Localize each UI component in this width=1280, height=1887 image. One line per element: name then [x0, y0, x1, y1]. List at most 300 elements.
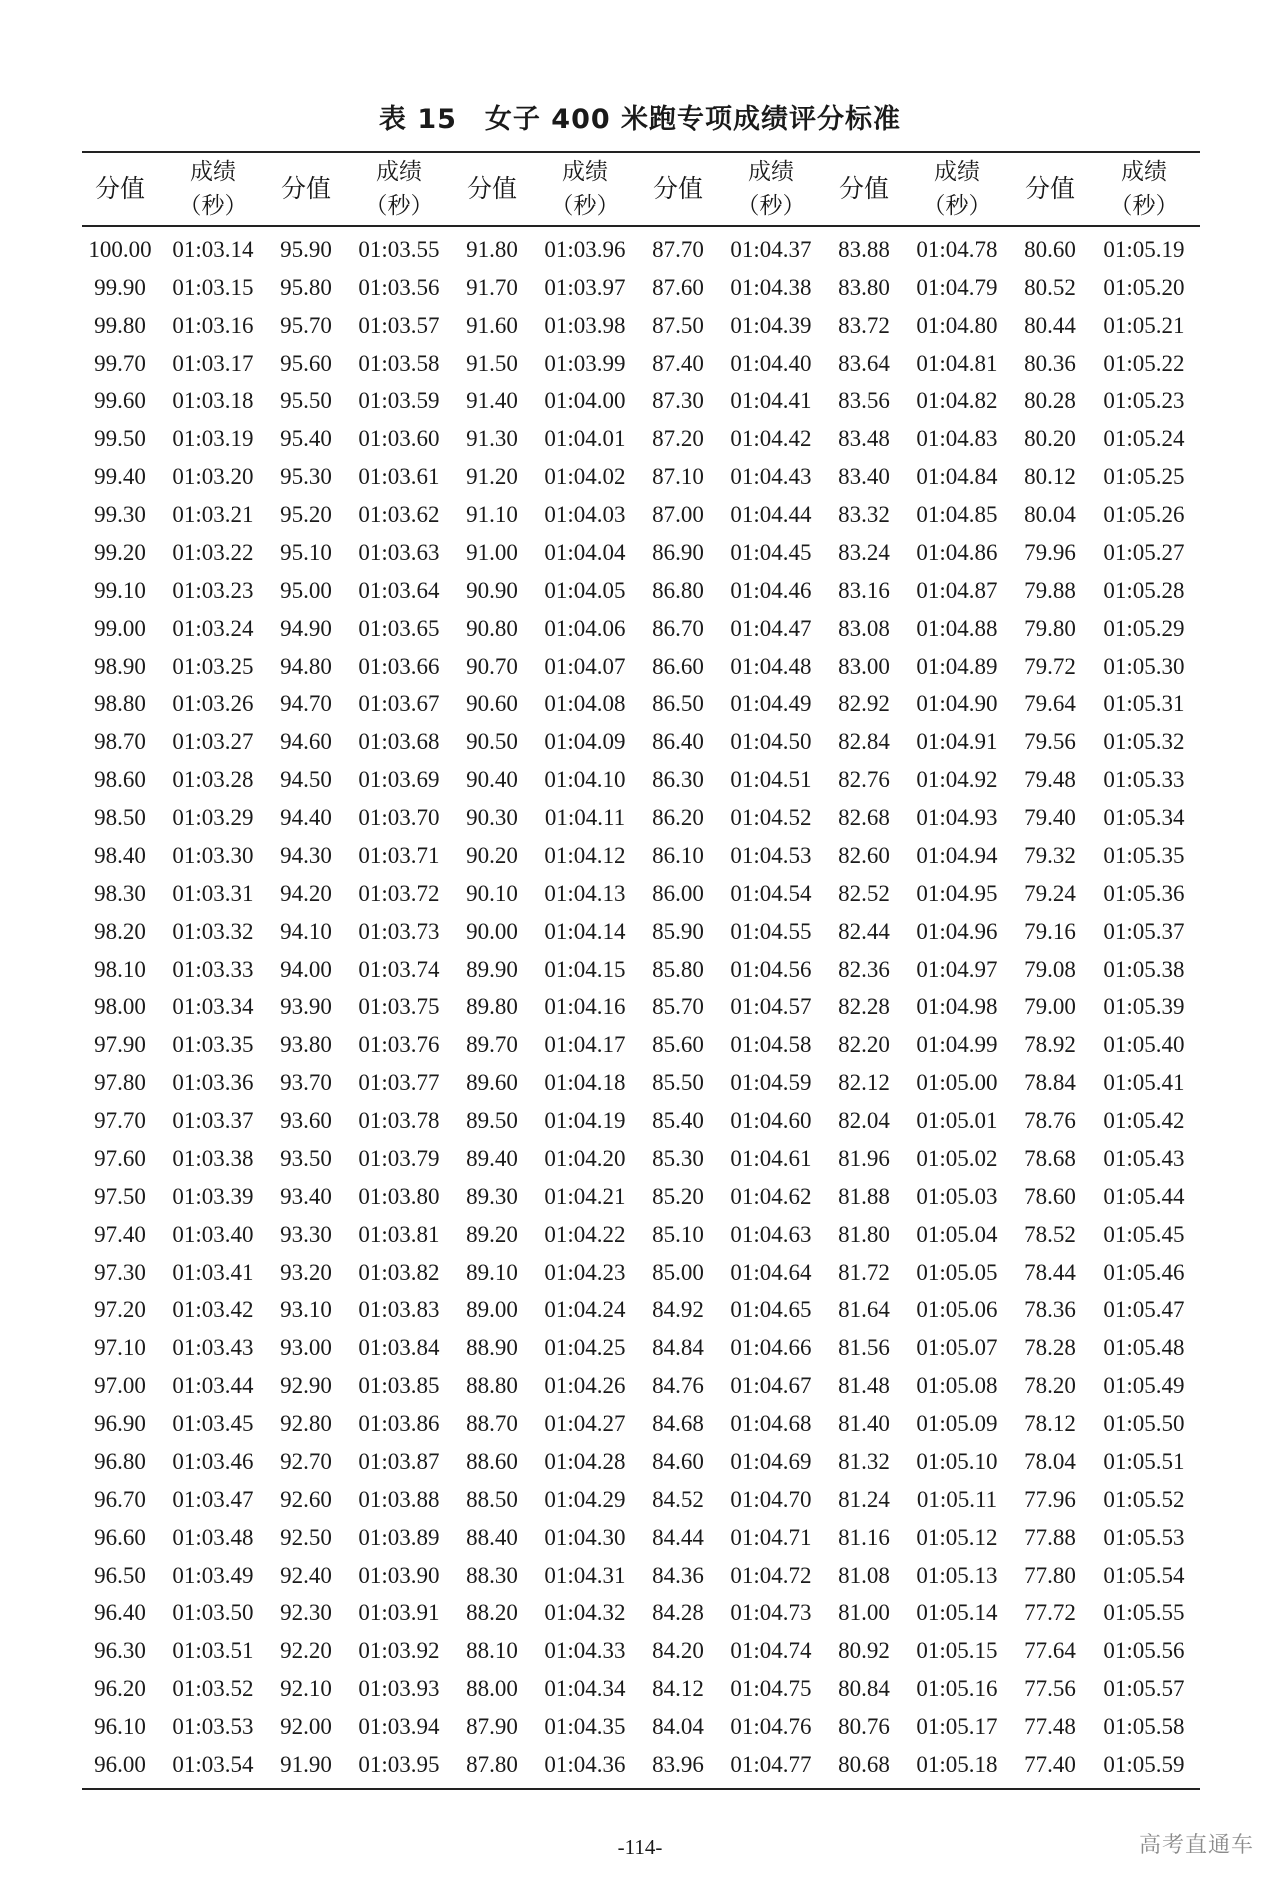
- time-cell: 01:04.27: [544, 1411, 626, 1437]
- score-cell: 91.90: [268, 1746, 344, 1789]
- score-cell: 88.60: [466, 1448, 518, 1474]
- score-cell: 93.80: [280, 1032, 332, 1058]
- time-cell: 01:04.40: [730, 350, 812, 376]
- table-row: [82, 226, 1200, 269]
- score-cell: 91.30: [466, 426, 518, 452]
- score-cell: 89.70: [466, 1032, 518, 1058]
- score-cell: 79.48: [1024, 767, 1076, 793]
- header-time-3: [530, 152, 640, 226]
- score-cell: 84.84: [652, 1335, 704, 1361]
- table-row: [82, 723, 1200, 761]
- time-cell: 01:05.55: [1103, 1600, 1185, 1626]
- table-row: [82, 345, 1200, 383]
- time-cell: 01:04.04: [544, 539, 626, 565]
- time-cell: 01:05.05: [916, 1259, 998, 1285]
- time-cell: 01:05.11: [916, 1486, 998, 1512]
- score-cell: 79.08: [1024, 956, 1076, 982]
- score-cell: 78.12: [1024, 1411, 1076, 1437]
- score-cell: 85.60: [652, 1032, 704, 1058]
- score-cell: 98.80: [94, 691, 146, 717]
- time-cell: 01:04.72: [730, 1562, 812, 1588]
- score-cell: 85.90: [652, 918, 704, 944]
- time-cell: 01:03.33: [172, 956, 254, 982]
- score-cell: 79.40: [1024, 805, 1076, 831]
- score-cell: 93.40: [280, 1183, 332, 1209]
- score-cell: 91.40: [466, 388, 518, 414]
- score-cell: 89.00: [466, 1297, 518, 1323]
- time-cell: 01:03.32: [172, 918, 254, 944]
- time-cell: 01:04.22: [544, 1221, 626, 1247]
- score-cell: 92.00: [280, 1714, 332, 1740]
- time-cell: 01:04.51: [730, 767, 812, 793]
- score-cell: 84.52: [652, 1486, 704, 1512]
- time-cell: 01:03.38: [172, 1145, 254, 1171]
- time-cell: 01:03.89: [358, 1524, 440, 1550]
- time-cell: 01:04.97: [916, 956, 998, 982]
- time-cell: 01:03.14: [172, 236, 254, 262]
- time-cell: 01:03.28: [172, 767, 254, 793]
- time-cell: 01:04.96: [916, 918, 998, 944]
- score-cell: 89.20: [466, 1221, 518, 1247]
- score-cell: 78.04: [1024, 1448, 1076, 1474]
- score-cell: 78.76: [1024, 1108, 1076, 1134]
- time-cell: 01:05.25: [1103, 464, 1185, 490]
- score-cell: 95.70: [280, 312, 332, 338]
- score-cell: 83.24: [838, 539, 890, 565]
- score-cell: 89.90: [466, 956, 518, 982]
- time-cell: 01:03.92: [358, 1638, 440, 1664]
- score-cell: 80.36: [1024, 350, 1076, 376]
- score-cell: 92.60: [280, 1486, 332, 1512]
- time-cell: 01:03.62: [358, 502, 440, 528]
- table-row: [82, 1216, 1200, 1254]
- score-cell: 95.40: [280, 426, 332, 452]
- time-cell: 01:03.22: [172, 539, 254, 565]
- score-cell: 82.36: [838, 956, 890, 982]
- time-cell: 01:04.18: [544, 1070, 626, 1096]
- time-cell: 01:05.14: [916, 1600, 998, 1626]
- table-row: [82, 269, 1200, 307]
- time-cell: 01:04.13: [544, 880, 626, 906]
- time-cell: 01:05.03: [916, 1183, 998, 1209]
- time-cell: 01:05.09: [916, 1411, 998, 1437]
- time-cell: 01:04.88: [916, 615, 998, 641]
- score-cell: 77.72: [1024, 1600, 1076, 1626]
- score-cell: 89.10: [466, 1259, 518, 1285]
- score-cell: 83.48: [838, 426, 890, 452]
- score-cell: 86.50: [652, 691, 704, 717]
- time-cell: 01:03.31: [172, 880, 254, 906]
- score-cell: 90.90: [466, 577, 518, 603]
- time-cell: 01:03.36: [172, 1070, 254, 1096]
- header-row: [82, 152, 1200, 226]
- time-cell: 01:04.06: [544, 615, 626, 641]
- score-cell: 92.10: [280, 1676, 332, 1702]
- table-row: [82, 1292, 1200, 1330]
- time-cell: 01:04.64: [730, 1259, 812, 1285]
- table-row: [82, 307, 1200, 345]
- time-cell: 01:04.24: [544, 1297, 626, 1323]
- score-cell: 92.40: [280, 1562, 332, 1588]
- time-cell: 01:03.48: [172, 1524, 254, 1550]
- score-cell: 78.92: [1024, 1032, 1076, 1058]
- score-cell: 79.16: [1024, 918, 1076, 944]
- score-cell: 83.00: [838, 653, 890, 679]
- score-cell: 80.76: [838, 1714, 890, 1740]
- score-cell: 83.96: [640, 1746, 716, 1789]
- score-cell: 98.20: [94, 918, 146, 944]
- table-row: [82, 989, 1200, 1027]
- time-cell: 01:03.23: [172, 577, 254, 603]
- score-cell: 85.40: [652, 1108, 704, 1134]
- score-cell: 79.32: [1024, 842, 1076, 868]
- time-cell: 01:04.45: [730, 539, 812, 565]
- table-row: [82, 383, 1200, 421]
- score-cell: 96.10: [94, 1714, 146, 1740]
- score-cell: 97.20: [94, 1297, 146, 1323]
- score-cell: 82.60: [838, 842, 890, 868]
- time-cell: 01:05.19: [1103, 236, 1185, 262]
- time-cell: 01:04.17: [544, 1032, 626, 1058]
- score-cell: 84.36: [652, 1562, 704, 1588]
- time-cell: 01:05.29: [1103, 615, 1185, 641]
- table-row: [82, 913, 1200, 951]
- time-cell: 01:04.44: [730, 502, 812, 528]
- table-row: [82, 648, 1200, 686]
- score-cell: 87.20: [652, 426, 704, 452]
- time-cell: 01:03.68: [358, 729, 440, 755]
- time-cell: 01:04.74: [730, 1638, 812, 1664]
- score-cell: 87.30: [652, 388, 704, 414]
- header-time-unit: （秒）: [550, 193, 620, 219]
- score-cell: 88.30: [466, 1562, 518, 1588]
- score-cell: 98.70: [94, 729, 146, 755]
- time-cell: 01:04.53: [730, 842, 812, 868]
- score-cell: 79.56: [1024, 729, 1076, 755]
- score-cell: 85.00: [652, 1259, 704, 1285]
- score-cell: 97.00: [94, 1373, 146, 1399]
- time-cell: 01:04.07: [544, 653, 626, 679]
- time-cell: 01:03.20: [172, 464, 254, 490]
- time-cell: 01:04.23: [544, 1259, 626, 1285]
- time-cell: 01:03.71: [358, 842, 440, 868]
- time-cell: 01:04.69: [730, 1448, 812, 1474]
- time-cell: 01:04.95: [916, 880, 998, 906]
- time-cell: 01:04.30: [544, 1524, 626, 1550]
- time-cell: 01:03.70: [358, 805, 440, 831]
- score-cell: 88.40: [466, 1524, 518, 1550]
- score-cell: 94.20: [280, 880, 332, 906]
- score-cell: 87.60: [652, 274, 704, 300]
- time-cell: 01:04.80: [916, 312, 998, 338]
- table-row: [82, 1178, 1200, 1216]
- time-cell: 01:03.94: [358, 1714, 440, 1740]
- time-cell: 01:05.45: [1103, 1221, 1185, 1247]
- table-row: [82, 951, 1200, 989]
- time-cell: 01:05.36: [1103, 880, 1185, 906]
- score-cell: 96.30: [94, 1638, 146, 1664]
- time-cell: 01:03.93: [358, 1676, 440, 1702]
- time-cell: 01:03.61: [358, 464, 440, 490]
- score-cell: 95.80: [280, 274, 332, 300]
- header-score-4: 分值: [640, 152, 716, 226]
- time-cell: 01:04.71: [730, 1524, 812, 1550]
- time-cell: 01:03.66: [358, 653, 440, 679]
- score-cell: 88.80: [466, 1373, 518, 1399]
- score-cell: 79.00: [1024, 994, 1076, 1020]
- time-cell: 01:03.60: [358, 426, 440, 452]
- score-cell: 88.90: [466, 1335, 518, 1361]
- score-cell: 91.70: [466, 274, 518, 300]
- time-cell: 01:04.73: [730, 1600, 812, 1626]
- score-cell: 89.30: [466, 1183, 518, 1209]
- time-cell: 01:05.20: [1103, 274, 1185, 300]
- score-table-container: [82, 151, 1196, 1790]
- time-cell: 01:05.52: [1103, 1486, 1185, 1512]
- time-cell: 01:04.33: [544, 1638, 626, 1664]
- score-cell: 94.00: [280, 956, 332, 982]
- time-cell: 01:04.37: [730, 236, 812, 262]
- score-cell: 85.30: [652, 1145, 704, 1171]
- time-cell: 01:03.25: [172, 653, 254, 679]
- score-cell: 80.04: [1024, 502, 1076, 528]
- table-row: [82, 1329, 1200, 1367]
- score-cell: 90.40: [466, 767, 518, 793]
- score-cell: 83.40: [838, 464, 890, 490]
- score-cell: 80.92: [838, 1638, 890, 1664]
- score-cell: 84.92: [652, 1297, 704, 1323]
- table-row: [82, 1519, 1200, 1557]
- time-cell: 01:03.67: [358, 691, 440, 717]
- header-score-2: 分值: [268, 152, 344, 226]
- score-cell: 97.10: [94, 1335, 146, 1361]
- time-cell: 01:04.82: [916, 388, 998, 414]
- time-cell: 01:04.48: [730, 653, 812, 679]
- score-cell: 99.30: [94, 502, 146, 528]
- time-cell: 01:05.34: [1103, 805, 1185, 831]
- table-row: [82, 610, 1200, 648]
- time-cell: 01:03.81: [358, 1221, 440, 1247]
- score-cell: 88.00: [466, 1676, 518, 1702]
- time-cell: 01:03.18: [172, 388, 254, 414]
- score-cell: 94.40: [280, 805, 332, 831]
- score-cell: 87.00: [652, 502, 704, 528]
- score-cell: 95.50: [280, 388, 332, 414]
- time-cell: 01:04.60: [730, 1108, 812, 1134]
- time-cell: 01:03.43: [172, 1335, 254, 1361]
- table-row: [82, 1557, 1200, 1595]
- time-cell: 01:05.56: [1103, 1638, 1185, 1664]
- score-cell: 83.80: [838, 274, 890, 300]
- header-score-6: 分值: [1012, 152, 1088, 226]
- header-time-label: 成绩: [562, 159, 608, 185]
- time-cell: 01:04.29: [544, 1486, 626, 1512]
- time-cell: 01:05.58: [1103, 1714, 1185, 1740]
- time-cell: 01:04.41: [730, 388, 812, 414]
- table-row: [82, 1405, 1200, 1443]
- header-time-unit: （秒）: [1109, 193, 1179, 219]
- time-cell: 01:05.35: [1103, 842, 1185, 868]
- score-cell: 96.90: [94, 1411, 146, 1437]
- header-score-1: 分值: [82, 152, 158, 226]
- score-cell: 84.12: [652, 1676, 704, 1702]
- score-cell: 78.52: [1024, 1221, 1076, 1247]
- score-cell: 88.70: [466, 1411, 518, 1437]
- score-cell: 80.28: [1024, 388, 1076, 414]
- score-cell: 89.80: [466, 994, 518, 1020]
- time-cell: 01:05.07: [916, 1335, 998, 1361]
- time-cell: 01:05.06: [916, 1297, 998, 1323]
- score-cell: 81.32: [838, 1448, 890, 1474]
- score-cell: 95.10: [280, 539, 332, 565]
- time-cell: 01:03.26: [172, 691, 254, 717]
- score-cell: 89.50: [466, 1108, 518, 1134]
- score-cell: 97.70: [94, 1108, 146, 1134]
- time-cell: 01:05.27: [1103, 539, 1185, 565]
- score-cell: 95.00: [280, 577, 332, 603]
- score-cell: 80.68: [826, 1746, 902, 1789]
- score-cell: 77.56: [1024, 1676, 1076, 1702]
- score-cell: 97.60: [94, 1145, 146, 1171]
- score-cell: 95.60: [280, 350, 332, 376]
- time-cell: 01:03.77: [358, 1070, 440, 1096]
- time-cell: 01:04.20: [544, 1145, 626, 1171]
- time-cell: 01:04.86: [916, 539, 998, 565]
- header-time-label: 成绩: [190, 159, 236, 185]
- score-cell: 99.80: [94, 312, 146, 338]
- table-header: [82, 152, 1200, 226]
- score-cell: 98.60: [94, 767, 146, 793]
- score-cell: 81.48: [838, 1373, 890, 1399]
- score-cell: 82.04: [838, 1108, 890, 1134]
- score-cell: 92.30: [280, 1600, 332, 1626]
- time-cell: 01:04.68: [730, 1411, 812, 1437]
- time-cell: 01:05.24: [1103, 426, 1185, 452]
- time-cell: 01:05.50: [1103, 1411, 1185, 1437]
- score-cell: 78.60: [1024, 1183, 1076, 1209]
- score-cell: 84.76: [652, 1373, 704, 1399]
- score-cell: 86.30: [652, 767, 704, 793]
- score-cell: 90.70: [466, 653, 518, 679]
- time-cell: 01:03.40: [172, 1221, 254, 1247]
- time-cell: 01:03.34: [172, 994, 254, 1020]
- score-cell: 98.40: [94, 842, 146, 868]
- score-cell: 87.90: [466, 1714, 518, 1740]
- score-cell: 90.10: [466, 880, 518, 906]
- table-row: [82, 1595, 1200, 1633]
- score-cell: 92.50: [280, 1524, 332, 1550]
- page-number: -114-: [617, 1835, 663, 1859]
- score-cell: 99.20: [94, 539, 146, 565]
- header-time-6: [1088, 152, 1200, 226]
- score-cell: 96.50: [94, 1562, 146, 1588]
- time-cell: 01:03.80: [358, 1183, 440, 1209]
- score-cell: 80.44: [1024, 312, 1076, 338]
- time-cell: 01:04.55: [730, 918, 812, 944]
- score-cell: 99.50: [94, 426, 146, 452]
- time-cell: 01:05.38: [1103, 956, 1185, 982]
- time-cell: 01:03.91: [358, 1600, 440, 1626]
- time-cell: 01:03.56: [358, 274, 440, 300]
- score-cell: 96.20: [94, 1676, 146, 1702]
- time-cell: 01:04.63: [730, 1221, 812, 1247]
- score-cell: 92.20: [280, 1638, 332, 1664]
- time-cell: 01:05.40: [1103, 1032, 1185, 1058]
- score-cell: 87.50: [652, 312, 704, 338]
- time-cell: 01:03.37: [172, 1108, 254, 1134]
- score-cell: 98.50: [94, 805, 146, 831]
- time-cell: 01:04.67: [730, 1373, 812, 1399]
- time-cell: 01:05.04: [916, 1221, 998, 1247]
- time-cell: 01:03.29: [172, 805, 254, 831]
- score-cell: 88.10: [466, 1638, 518, 1664]
- time-cell: 01:04.76: [730, 1714, 812, 1740]
- score-cell: 99.60: [94, 388, 146, 414]
- time-cell: 01:04.78: [916, 236, 998, 262]
- score-cell: 98.30: [94, 880, 146, 906]
- score-cell: 82.20: [838, 1032, 890, 1058]
- table-row: [82, 1064, 1200, 1102]
- time-cell: 01:03.49: [172, 1562, 254, 1588]
- time-cell: 01:03.63: [358, 539, 440, 565]
- time-cell: 01:04.19: [544, 1108, 626, 1134]
- time-cell: 01:03.78: [358, 1108, 440, 1134]
- time-cell: 01:03.35: [172, 1032, 254, 1058]
- time-cell: 01:05.39: [1103, 994, 1185, 1020]
- time-cell: 01:03.54: [158, 1746, 268, 1789]
- score-cell: 84.28: [652, 1600, 704, 1626]
- score-cell: 86.10: [652, 842, 704, 868]
- score-cell: 91.80: [466, 236, 518, 262]
- score-cell: 80.20: [1024, 426, 1076, 452]
- time-cell: 01:03.27: [172, 729, 254, 755]
- time-cell: 01:05.33: [1103, 767, 1185, 793]
- time-cell: 01:05.28: [1103, 577, 1185, 603]
- score-cell: 82.44: [838, 918, 890, 944]
- time-cell: 01:05.01: [916, 1108, 998, 1134]
- score-cell: 82.68: [838, 805, 890, 831]
- time-cell: 01:05.26: [1103, 502, 1185, 528]
- time-cell: 01:05.22: [1103, 350, 1185, 376]
- score-cell: 93.90: [280, 994, 332, 1020]
- time-cell: 01:04.50: [730, 729, 812, 755]
- score-cell: 90.60: [466, 691, 518, 717]
- score-cell: 85.50: [652, 1070, 704, 1096]
- table-row: [82, 875, 1200, 913]
- time-cell: 01:04.94: [916, 842, 998, 868]
- header-time-2: [344, 152, 454, 226]
- time-cell: 01:04.84: [916, 464, 998, 490]
- score-cell: 86.00: [652, 880, 704, 906]
- score-cell: 89.60: [466, 1070, 518, 1096]
- time-cell: 01:04.70: [730, 1486, 812, 1512]
- time-cell: 01:04.54: [730, 880, 812, 906]
- time-cell: 01:03.51: [172, 1638, 254, 1664]
- score-cell: 84.68: [652, 1411, 704, 1437]
- time-cell: 01:03.55: [358, 236, 440, 262]
- score-cell: 94.80: [280, 653, 332, 679]
- score-cell: 91.50: [466, 350, 518, 376]
- time-cell: 01:04.43: [730, 464, 812, 490]
- time-cell: 01:04.98: [916, 994, 998, 1020]
- time-cell: 01:03.74: [358, 956, 440, 982]
- score-cell: 79.80: [1024, 615, 1076, 641]
- time-cell: 01:04.25: [544, 1335, 626, 1361]
- time-cell: 01:03.72: [358, 880, 440, 906]
- time-cell: 01:03.57: [358, 312, 440, 338]
- time-cell: 01:04.65: [730, 1297, 812, 1323]
- time-cell: 01:03.73: [358, 918, 440, 944]
